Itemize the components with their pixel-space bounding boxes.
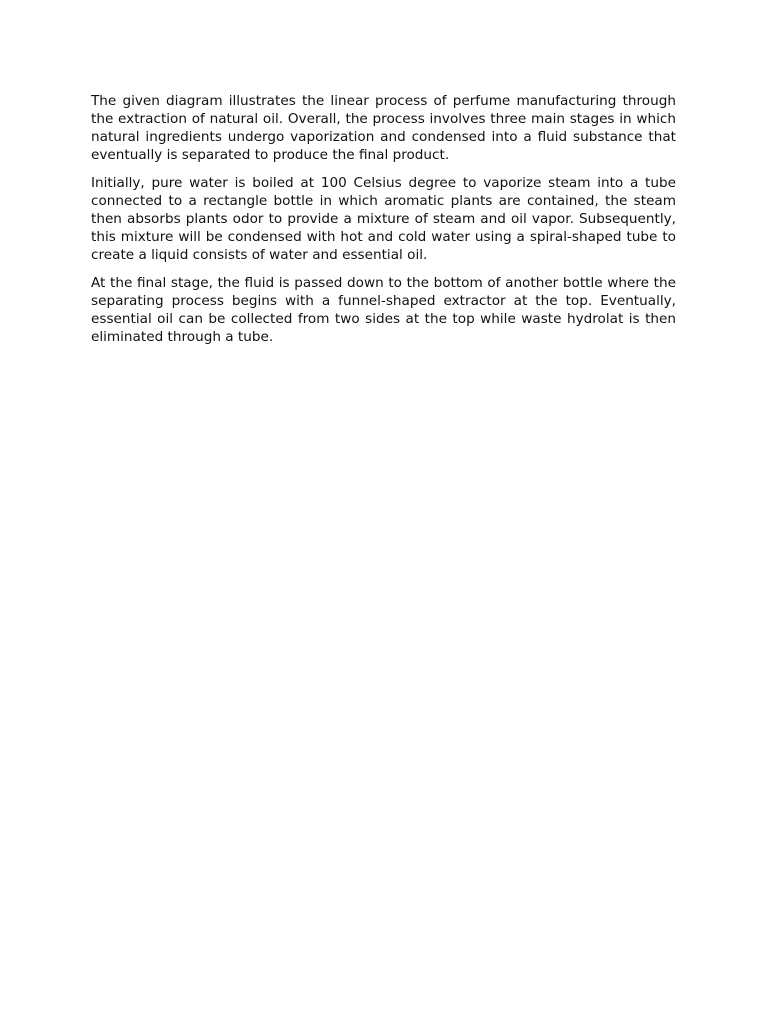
paragraph-overview: The given diagram illustrates the linear process of perfume manufacturing through the extraction of natural oil. Overall, the process involves three main stages in which natural ingredients undergo vaporization and condensed into a fluid substance that eventually is separated to produce the final product. — [91, 93, 676, 163]
paragraph-final-stage: At the final stage, the fluid is passed down to the bottom of another bottle where the separating process begins with a funnel-shaped extractor at the top. Eventually, essential oil can be collected from two sides at the top while waste hydrolat is then eliminated through a tube. — [91, 275, 676, 345]
paragraph-initial-stage: Initially, pure water is boiled at 100 Celsius degree to vaporize steam into a tube connected to a rectangle bottle in which aromatic plants are contained, the steam then absorbs plants odor to provide a mixture of steam and oil vapor. Subsequently, this mixture will be condensed with hot and cold water using a spiral-shaped tube to create a liquid consists of water and essential oil. — [91, 175, 676, 263]
document-body — [91, 92, 676, 356]
